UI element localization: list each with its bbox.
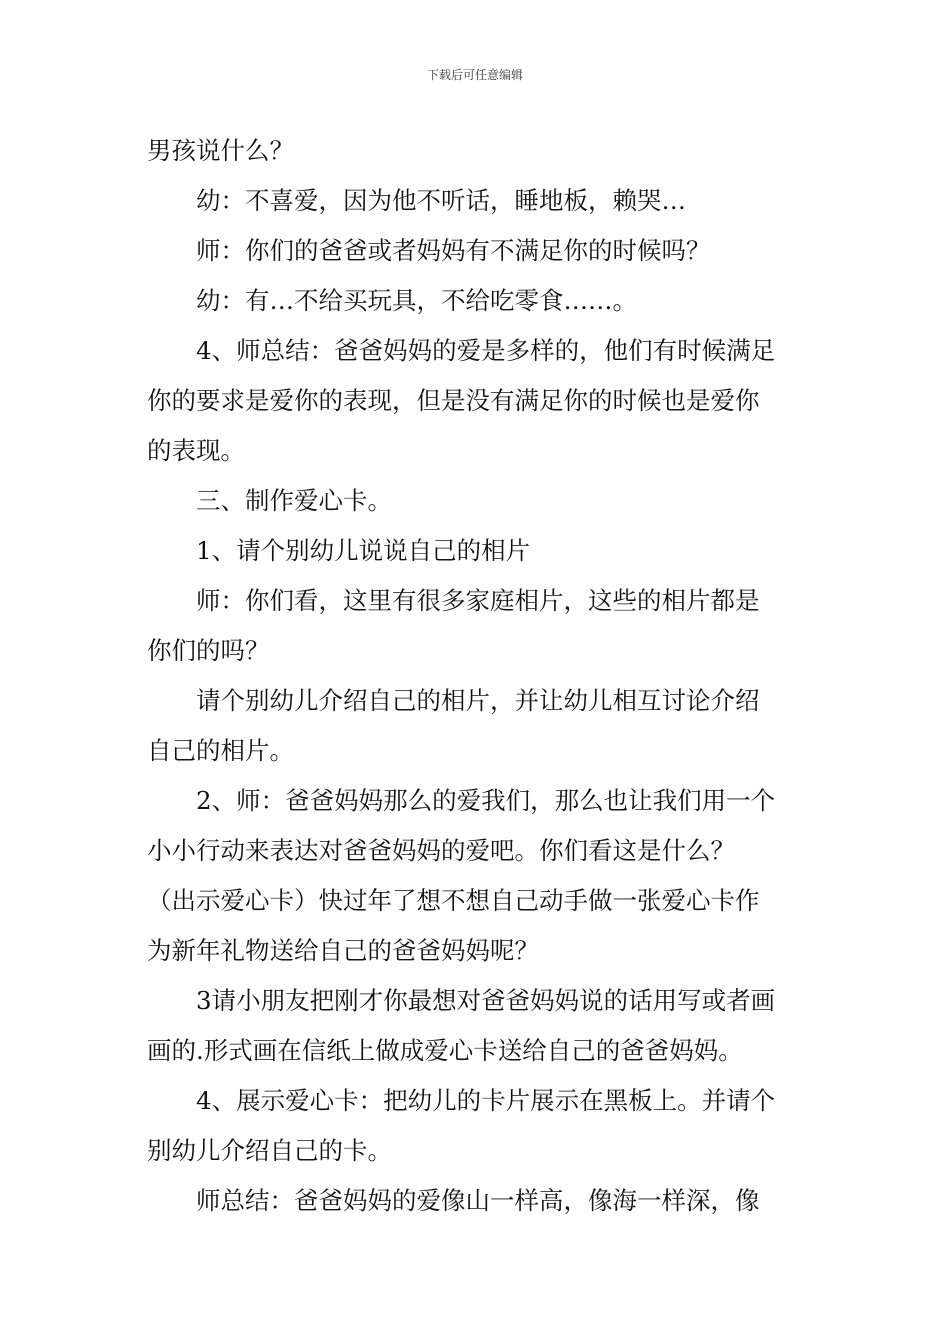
text-line: 1、请个别幼儿说说自己的相片	[196, 536, 531, 565]
text-line: 4、展示爱心卡：把幼儿的卡片展示在黑板上。并请个	[196, 1086, 776, 1115]
text-line: 你们的吗？	[147, 636, 270, 665]
text-line: 小小行动来表达对爸爸妈妈的爱吧。你们看这是什么？	[147, 836, 735, 865]
text-line: （出示爱心卡）快过年了想不想自己动手做一张爱心卡作	[147, 886, 760, 915]
text-line: 三、制作爱心卡。	[196, 486, 392, 515]
text-line: 男孩说什么？	[147, 136, 294, 165]
text-line: 画的.形式画在信纸上做成爱心卡送给自己的爸爸妈妈。	[147, 1036, 743, 1065]
text-line: 幼：不喜爱，因为他不听话，睡地板，赖哭…	[196, 186, 686, 215]
text-line: 幼：有…不给买玩具，不给吃零食……。	[196, 286, 637, 315]
text-line: 请个别幼儿介绍自己的相片，并让幼儿相互讨论介绍	[196, 686, 760, 715]
text-line: 的表现。	[147, 436, 245, 465]
text-line: 4、师总结：爸爸妈妈的爱是多样的，他们有时候满足	[196, 336, 776, 365]
text-line: 2、师：爸爸妈妈那么的爱我们，那么也让我们用一个	[196, 786, 776, 815]
text-line: 师：你们看，这里有很多家庭相片，这些的相片都是	[196, 586, 760, 615]
document-body	[147, 126, 807, 1226]
text-line: 3请小朋友把刚才你最想对爸爸妈妈说的话用写或者画	[196, 986, 776, 1015]
text-line: 为新年礼物送给自己的爸爸妈妈呢？	[147, 936, 539, 965]
text-line: 你的要求是爱你的表现，但是没有满足你的时候也是爱你	[147, 386, 760, 415]
text-line: 师总结：爸爸妈妈的爱像山一样高，像海一样深，像	[196, 1186, 760, 1215]
page-header: 下载后可任意编辑	[426, 68, 523, 82]
text-line: 别幼儿介绍自己的卡。	[147, 1136, 392, 1165]
text-line: 师：你们的爸爸或者妈妈有不满足你的时候吗？	[196, 236, 711, 265]
text-line: 自己的相片。	[147, 736, 294, 765]
